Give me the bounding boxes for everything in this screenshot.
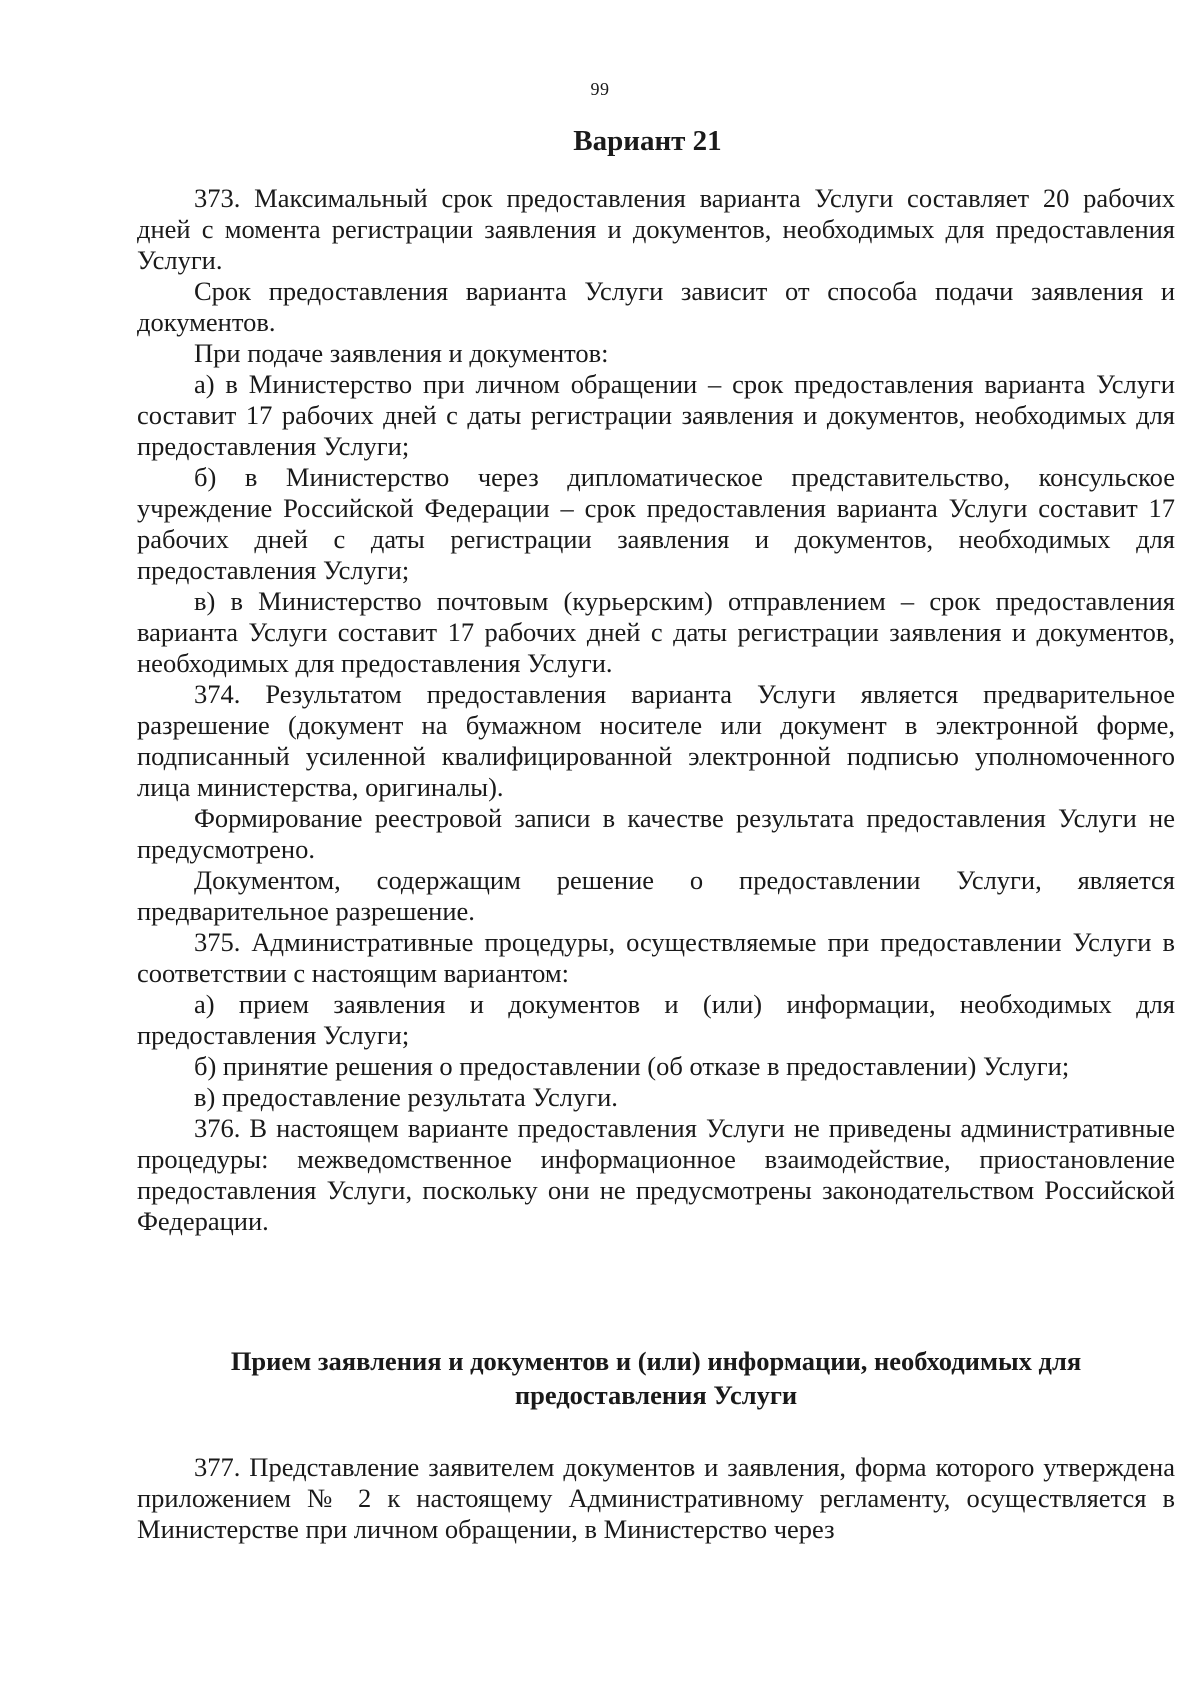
paragraph-373: 373. Максимальный срок предоставления варианта Услуги составляет 20 рабочих дней с момента регистрации заявления и документов, необходимых для предоставления Услуги. [137, 183, 1175, 275]
paragraph-377: 377. Представление заявителем документов и заявления, форма которого утверждена приложением № 2 к настоящему Административному регламенту, осуществляется в Министерстве при личном обращении, в Министерство через [137, 1452, 1175, 1544]
paragraph-registry-record: Формирование реестровой записи в качестве результата предоставления Услуги не предусмотрено. [137, 803, 1175, 864]
paragraph-375: 375. Административные процедуры, осуществляемые при предоставлении Услуги в соответствии с настоящим вариантом: [137, 927, 1175, 988]
paragraph-decision-document: Документом, содержащим решение о предоставлении Услуги, является предварительное разрешение. [137, 865, 1175, 926]
page-number: 99 [590, 79, 610, 99]
procedure-item-a: а) прием заявления и документов и (или) информации, необходимых для предоставления Услуги; [137, 989, 1175, 1050]
list-item-a-personal: а) в Министерство при личном обращении – срок предоставления варианта Услуги составит 17 рабочих дней с даты регистрации заявления и документов, необходимых для предоставления Услуги; [137, 369, 1175, 461]
document-body [137, 183, 1175, 1237]
variant-title: Вариант 21 [573, 125, 722, 157]
paragraph-374: 374. Результатом предоставления варианта Услуги является предварительное разрешение (документ на бумажном носителе или документ в электронной форме, подписанный усиленной квалифицированной электронной подписью уполномоченного лица министерства, оригиналы). [137, 679, 1175, 802]
document-body-continued [137, 1452, 1175, 1545]
procedure-item-c: в) предоставление результата Услуги. [194, 1082, 618, 1112]
paragraph-term-depends: Срок предоставления варианта Услуги зависит от способа подачи заявления и документов. [137, 276, 1175, 337]
paragraph-submission-intro: При подаче заявления и документов: [194, 338, 609, 368]
list-item-c-postal: в) в Министерство почтовым (курьерским) отправлением – срок предоставления варианта Услуги составит 17 рабочих дней с даты регистрации заявления и документов, необходимых для предоставления Услуги. [137, 586, 1175, 678]
paragraph-376: 376. В настоящем варианте предоставления Услуги не приведены административные процедуры: межведомственное информационное взаимодействие, приостановление предоставления Услуги, поскольку они не предусмотрены законодательством Российской Федерации. [137, 1113, 1175, 1236]
procedure-item-b: б) принятие решения о предоставлении (об отказе в предоставлении) Услуги; [194, 1051, 1070, 1081]
list-item-b-diplomatic: б) в Министерство через дипломатическое представительство, консульское учреждение Российской Федерации – срок предоставления варианта Услуги составит 17 рабочих дней с даты регистрации заявления и документов, необходимых для предоставления Услуги; [137, 462, 1175, 585]
section-heading: Прием заявления и документов и (или) информации, необходимых для предоставления Услуги [230, 1346, 1082, 1410]
